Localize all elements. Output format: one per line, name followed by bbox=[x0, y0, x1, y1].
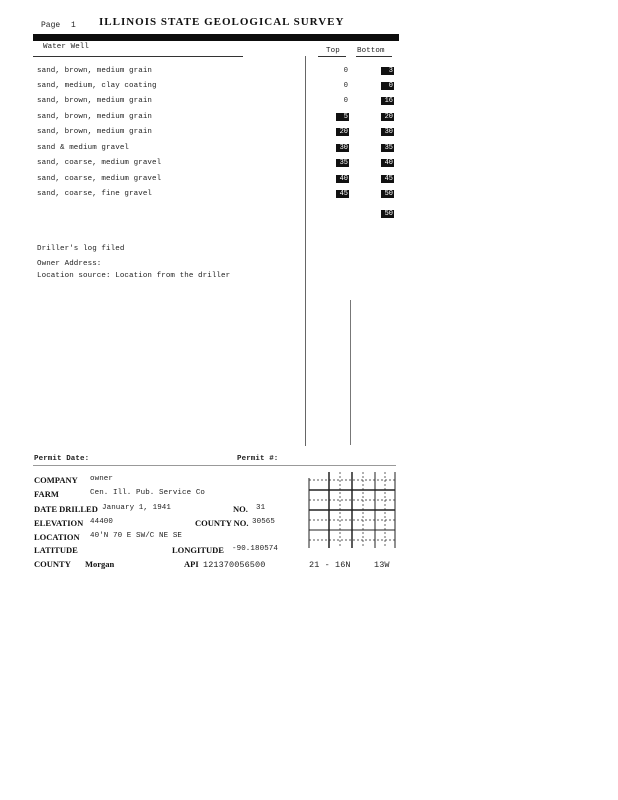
log-row-bottom: 3 bbox=[381, 67, 394, 75]
log-row-top: 5 bbox=[336, 113, 349, 121]
log-row-bottom: 0 bbox=[381, 82, 394, 90]
page-number: 1 bbox=[71, 21, 76, 30]
county-no-label: COUNTY NO. bbox=[195, 518, 249, 528]
county-no-value: 30565 bbox=[252, 518, 276, 526]
log-row-top: 0 bbox=[343, 82, 348, 90]
log-row-bottom: 30 bbox=[381, 128, 394, 136]
page-label-text: Page bbox=[41, 21, 61, 30]
elevation-label: ELEVATION bbox=[34, 518, 84, 528]
permit-date-label: Permit Date: bbox=[34, 455, 90, 463]
agency-title: ILLINOIS STATE GEOLOGICAL SURVEY bbox=[99, 16, 345, 28]
header-underline bbox=[33, 56, 243, 57]
township-value: 21 - 16N bbox=[309, 560, 351, 570]
county-value: Morgan bbox=[85, 559, 115, 569]
top-underline bbox=[318, 56, 346, 57]
well-type: Water Well bbox=[43, 43, 90, 51]
log-row-top: 20 bbox=[336, 128, 349, 136]
date-drilled-label: DATE DRILLED bbox=[34, 504, 98, 514]
range-value: 13W bbox=[374, 560, 390, 570]
location-label: LOCATION bbox=[34, 532, 80, 542]
location-value: 40'N 70 E SW/C NE SE bbox=[90, 532, 183, 540]
longitude-value: -90.180574 bbox=[232, 545, 279, 553]
bottom-underline bbox=[356, 56, 392, 57]
log-row-top: 0 bbox=[343, 67, 348, 75]
log-row-top: 0 bbox=[343, 97, 348, 105]
log-row-top: 35 bbox=[336, 159, 349, 167]
log-row-desc: sand, brown, medium grain bbox=[37, 67, 153, 75]
log-row-bottom: 35 bbox=[381, 144, 394, 152]
log-row-top: 45 bbox=[336, 190, 349, 198]
api-value: 121370056500 bbox=[203, 560, 266, 570]
log-row-desc: sand, brown, medium grain bbox=[37, 97, 153, 105]
api-label: API bbox=[184, 559, 199, 569]
log-row-top: 40 bbox=[336, 175, 349, 183]
log-row-desc: sand, coarse, medium gravel bbox=[37, 175, 162, 183]
log-row-desc: sand, brown, medium grain bbox=[37, 128, 153, 136]
elevation-value: 44400 bbox=[90, 518, 114, 526]
col-bottom-header: Bottom bbox=[357, 47, 385, 55]
column-divider bbox=[305, 56, 306, 446]
farm-label: FARM bbox=[34, 489, 59, 499]
log-row-desc: sand, coarse, fine gravel bbox=[37, 190, 153, 198]
right-border bbox=[350, 300, 351, 445]
log-row-desc: sand, coarse, medium gravel bbox=[37, 159, 162, 167]
log-row-bottom: 50 bbox=[381, 190, 394, 198]
county-label: COUNTY bbox=[34, 559, 71, 569]
date-drilled-value: January 1, 1941 bbox=[102, 504, 172, 512]
company-value: owner bbox=[90, 475, 114, 483]
col-top-header: Top bbox=[326, 47, 340, 55]
drillers-log-note: Driller's log filed bbox=[37, 245, 125, 253]
location-source: Location source: Location from the driller bbox=[37, 272, 231, 280]
no-label: NO. bbox=[233, 504, 248, 514]
page-label bbox=[41, 21, 76, 30]
log-row-bottom: 20 bbox=[381, 113, 394, 121]
log-row-bottom: 16 bbox=[381, 97, 394, 105]
company-label: COMPANY bbox=[34, 475, 78, 485]
log-row-desc: sand, medium, clay coating bbox=[37, 82, 157, 90]
header-bar bbox=[33, 34, 399, 41]
log-row-bottom: 45 bbox=[381, 175, 394, 183]
longitude-label: LONGITUDE bbox=[172, 545, 224, 555]
log-row-bottom: 40 bbox=[381, 159, 394, 167]
section-map-icon bbox=[307, 470, 397, 550]
farm-value: Cen. Ill. Pub. Service Co bbox=[90, 489, 206, 497]
log-row-top: 30 bbox=[336, 144, 349, 152]
log-row-desc: sand & medium gravel bbox=[37, 144, 130, 152]
log-row-desc: sand, brown, medium grain bbox=[37, 113, 153, 121]
owner-address: Owner Address: bbox=[37, 260, 102, 268]
permit-rule bbox=[33, 465, 396, 466]
permit-number-label: Permit #: bbox=[237, 455, 279, 463]
no-value: 31 bbox=[256, 504, 266, 512]
log-extra-bottom: 50 bbox=[381, 210, 394, 218]
latitude-label: LATITUDE bbox=[34, 545, 78, 555]
